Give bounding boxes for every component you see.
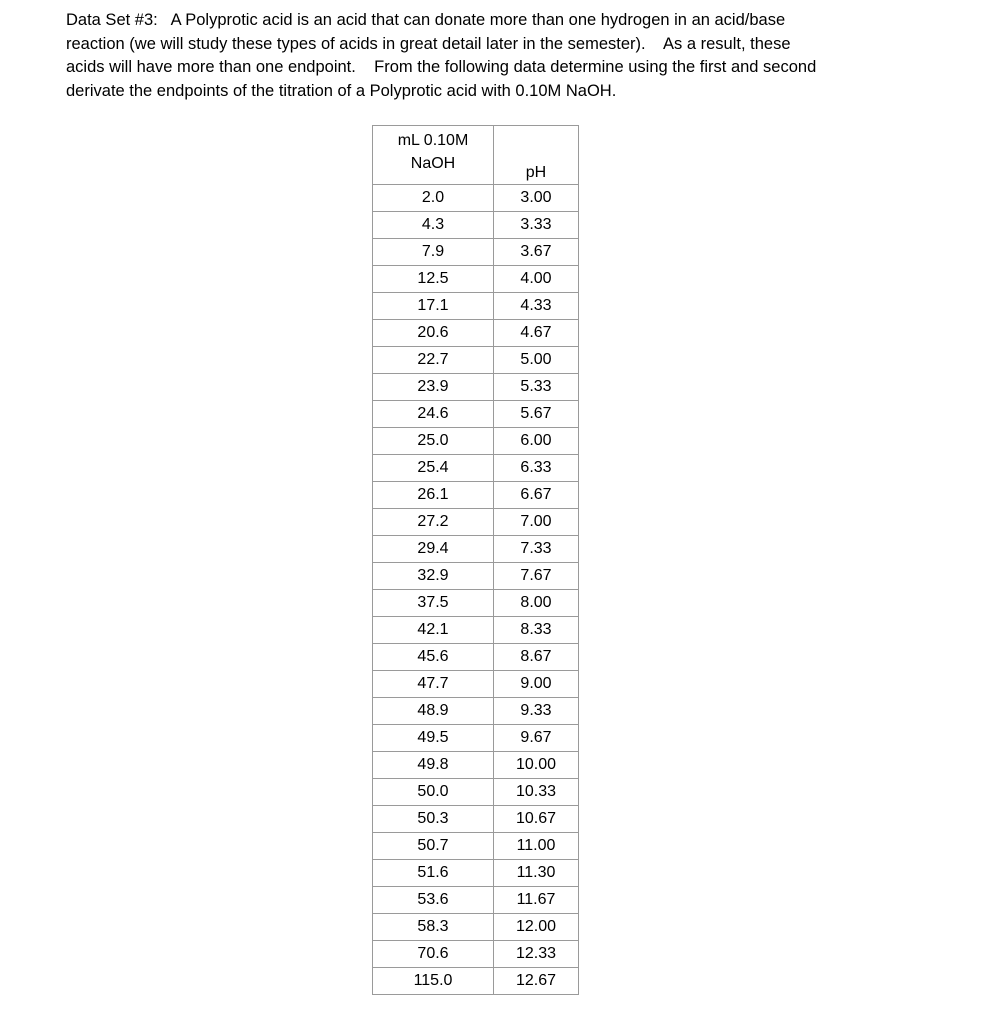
table-row	[373, 779, 579, 806]
ph-cell: 10.33	[494, 779, 579, 806]
table-row	[373, 455, 579, 482]
ph-cell: 8.33	[494, 617, 579, 644]
table-row	[373, 887, 579, 914]
ml-header-line2: NaOH	[410, 155, 456, 172]
ph-cell: 5.33	[494, 374, 579, 401]
table-row	[373, 671, 579, 698]
table-row	[373, 293, 579, 320]
table-row	[373, 968, 579, 995]
ml-naoh-cell: 49.8	[373, 752, 494, 779]
intro-paragraph	[66, 9, 956, 103]
ml-naoh-cell: 24.6	[373, 401, 494, 428]
ml-naoh-cell: 49.5	[373, 725, 494, 752]
table-row	[373, 509, 579, 536]
table-row	[373, 752, 579, 779]
table-row	[373, 482, 579, 509]
table-row	[373, 401, 579, 428]
ml-naoh-cell: 29.4	[373, 536, 494, 563]
ml-naoh-cell: 51.6	[373, 860, 494, 887]
ph-cell: 7.33	[494, 536, 579, 563]
table-row	[373, 374, 579, 401]
ph-cell: 6.00	[494, 428, 579, 455]
ph-cell: 11.67	[494, 887, 579, 914]
ph-cell: 8.67	[494, 644, 579, 671]
table-row	[373, 239, 579, 266]
ph-cell: 7.67	[494, 563, 579, 590]
ph-cell: 6.67	[494, 482, 579, 509]
ml-naoh-cell: 58.3	[373, 914, 494, 941]
ml-naoh-cell: 27.2	[373, 509, 494, 536]
ph-header: pH	[494, 126, 579, 185]
ph-cell: 4.67	[494, 320, 579, 347]
ml-naoh-cell: 20.6	[373, 320, 494, 347]
table-row	[373, 860, 579, 887]
intro-line: Data Set #3: A Polyprotic acid is an acid that can donate more than one hydrogen in an acid/base	[66, 11, 786, 29]
table-row	[373, 725, 579, 752]
intro-line: derivate the endpoints of the titration of a Polyprotic acid with 0.10M NaOH.	[66, 81, 617, 100]
table-row	[373, 644, 579, 671]
ml-naoh-cell: 37.5	[373, 590, 494, 617]
ml-naoh-cell: 2.0	[373, 185, 494, 212]
ml-naoh-cell: 22.7	[373, 347, 494, 374]
ph-cell: 8.00	[494, 590, 579, 617]
ph-cell: 12.33	[494, 941, 579, 968]
ph-cell: 4.33	[494, 293, 579, 320]
ml-naoh-cell: 70.6	[373, 941, 494, 968]
table-row	[373, 185, 579, 212]
table-row	[373, 347, 579, 374]
table-row	[373, 536, 579, 563]
ph-cell: 11.30	[494, 860, 579, 887]
table-row	[373, 833, 579, 860]
ml-naoh-cell: 53.6	[373, 887, 494, 914]
ph-cell: 5.00	[494, 347, 579, 374]
ph-cell: 10.00	[494, 752, 579, 779]
ph-cell: 3.67	[494, 239, 579, 266]
ph-cell: 9.00	[494, 671, 579, 698]
ph-cell: 9.33	[494, 698, 579, 725]
ph-cell: 10.67	[494, 806, 579, 833]
table-header-row	[373, 126, 579, 185]
ph-cell: 7.00	[494, 509, 579, 536]
table-row	[373, 212, 579, 239]
ml-naoh-cell: 25.0	[373, 428, 494, 455]
ml-naoh-cell: 45.6	[373, 644, 494, 671]
ph-cell: 11.00	[494, 833, 579, 860]
ml-naoh-cell: 47.7	[373, 671, 494, 698]
ml-naoh-cell: 4.3	[373, 212, 494, 239]
ph-cell: 12.67	[494, 968, 579, 995]
ph-cell: 5.67	[494, 401, 579, 428]
intro-line: acids will have more than one endpoint. From the following data determine using the first and second	[66, 58, 817, 77]
ph-cell: 9.67	[494, 725, 579, 752]
table-row	[373, 428, 579, 455]
table-row	[373, 590, 579, 617]
table-row	[373, 806, 579, 833]
ml-naoh-cell: 50.7	[373, 833, 494, 860]
ml-naoh-cell: 12.5	[373, 266, 494, 293]
table-row	[373, 914, 579, 941]
ml-naoh-cell: 48.9	[373, 698, 494, 725]
ml-naoh-cell: 23.9	[373, 374, 494, 401]
ml-naoh-cell: 115.0	[373, 968, 494, 995]
titration-data-table	[372, 125, 579, 995]
ph-cell: 4.00	[494, 266, 579, 293]
ml-naoh-header	[373, 126, 494, 185]
ph-cell: 12.00	[494, 914, 579, 941]
ph-cell: 3.00	[494, 185, 579, 212]
table-row	[373, 266, 579, 293]
table-row	[373, 698, 579, 725]
table-row	[373, 320, 579, 347]
ml-header-line1: mL 0.10M	[397, 132, 469, 149]
table-body	[373, 185, 579, 995]
ml-naoh-cell: 42.1	[373, 617, 494, 644]
ml-naoh-cell: 50.3	[373, 806, 494, 833]
ml-naoh-cell: 32.9	[373, 563, 494, 590]
ml-naoh-cell: 26.1	[373, 482, 494, 509]
ml-naoh-cell: 50.0	[373, 779, 494, 806]
intro-line: reaction (we will study these types of acids in great detail later in the semester). As a result, these	[66, 34, 791, 53]
ml-naoh-cell: 7.9	[373, 239, 494, 266]
ph-cell: 3.33	[494, 212, 579, 239]
table-row	[373, 563, 579, 590]
ph-cell: 6.33	[494, 455, 579, 482]
ml-naoh-cell: 17.1	[373, 293, 494, 320]
table-row	[373, 941, 579, 968]
table-row	[373, 617, 579, 644]
ml-naoh-cell: 25.4	[373, 455, 494, 482]
